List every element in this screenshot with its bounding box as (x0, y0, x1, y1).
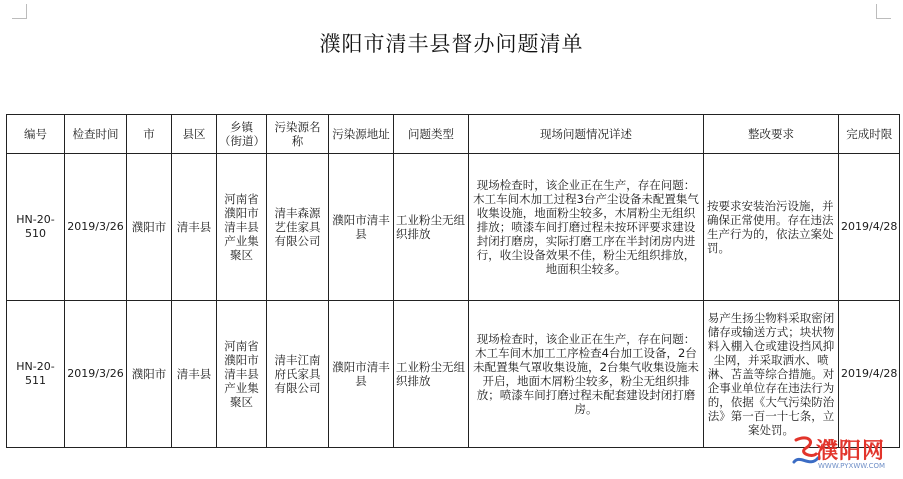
cell-issue-type: 工业粉尘无组织排放 (394, 154, 469, 301)
cell-source-addr: 濮阳市清丰县 (329, 301, 394, 448)
cell-deadline: 2019/4/28 (839, 154, 900, 301)
cell-source-name: 清丰江南府氏家具有限公司 (267, 301, 329, 448)
cell-county: 清丰县 (172, 301, 217, 448)
page-corner-mark-left (12, 4, 27, 19)
header-county: 县区 (172, 115, 217, 154)
cell-town: 河南省濮阳市清丰县产业集聚区 (217, 154, 267, 301)
cell-county: 清丰县 (172, 154, 217, 301)
cell-source-name: 清丰森源艺佳家具有限公司 (267, 154, 329, 301)
cell-id: HN-20-510 (7, 154, 65, 301)
header-city: 市 (127, 115, 172, 154)
header-row (7, 115, 900, 154)
header-requirement: 整改要求 (704, 115, 839, 154)
cell-id: HN-20-511 (7, 301, 65, 448)
cell-source-addr: 濮阳市清丰县 (329, 154, 394, 301)
header-date: 检查时间 (65, 115, 127, 154)
cell-detail: 现场检查时，该企业正在生产，存在问题：木工车间木加工过程3台产尘设备未配置集气收集设施，地面粉尘较多，木屑粉尘无组织排放；喷漆车间打磨过程未按环评要求建设封闭打磨房，实际打磨工序在半封闭房内进行，收尘设备效果不佳，粉尘无组织排放，地面积尘较多。 (469, 154, 704, 301)
header-id: 编号 (7, 115, 65, 154)
header-town: 乡镇（街道） (217, 115, 267, 154)
cell-town: 河南省濮阳市清丰县产业集聚区 (217, 301, 267, 448)
header-source-addr: 污染源地址 (329, 115, 394, 154)
table-row (7, 154, 900, 301)
cell-requirement: 按要求安装治污设施，并确保正常使用。存在违法生产行为的，依法立案处罚。 (704, 154, 839, 301)
header-deadline: 完成时限 (839, 115, 900, 154)
header-issue-type: 问题类型 (394, 115, 469, 154)
cell-deadline: 2019/4/28 (839, 301, 900, 448)
cell-date: 2019/3/26 (65, 301, 127, 448)
cell-date: 2019/3/26 (65, 154, 127, 301)
cell-city: 濮阳市 (127, 154, 172, 301)
table-row (7, 301, 900, 448)
header-detail: 现场问题情况详述 (469, 115, 704, 154)
cell-requirement: 易产生扬尘物料采取密闭储存或输送方式；块状物料入棚入仓或建设挡风抑尘网，并采取洒水、喷淋、苫盖等综合措施。对企事业单位存在违法行为的，依据《大气污染防治法》第一百一十七条，立案处罚。 (704, 301, 839, 448)
issue-table (6, 114, 900, 448)
watermark-url: WWW.PYXWW.COM (818, 462, 886, 470)
cell-city: 濮阳市 (127, 301, 172, 448)
cell-detail: 现场检查时，该企业正在生产，存在问题：木工车间木加工工序检查4台加工设备，2台未配置集气罩收集设施，2台集气收集设施未开启，地面木屑粉尘较多，粉尘无组织排放；喷漆车间打磨过程未配套建设封闭打磨房。 (469, 301, 704, 448)
header-source-name: 污染源名称 (267, 115, 329, 154)
watermark-name: 濮阳网 (816, 438, 886, 464)
cell-issue-type: 工业粉尘无组织排放 (394, 301, 469, 448)
document-title: 濮阳市清丰县督办问题清单 (319, 32, 584, 56)
page-corner-mark-right (876, 4, 891, 19)
